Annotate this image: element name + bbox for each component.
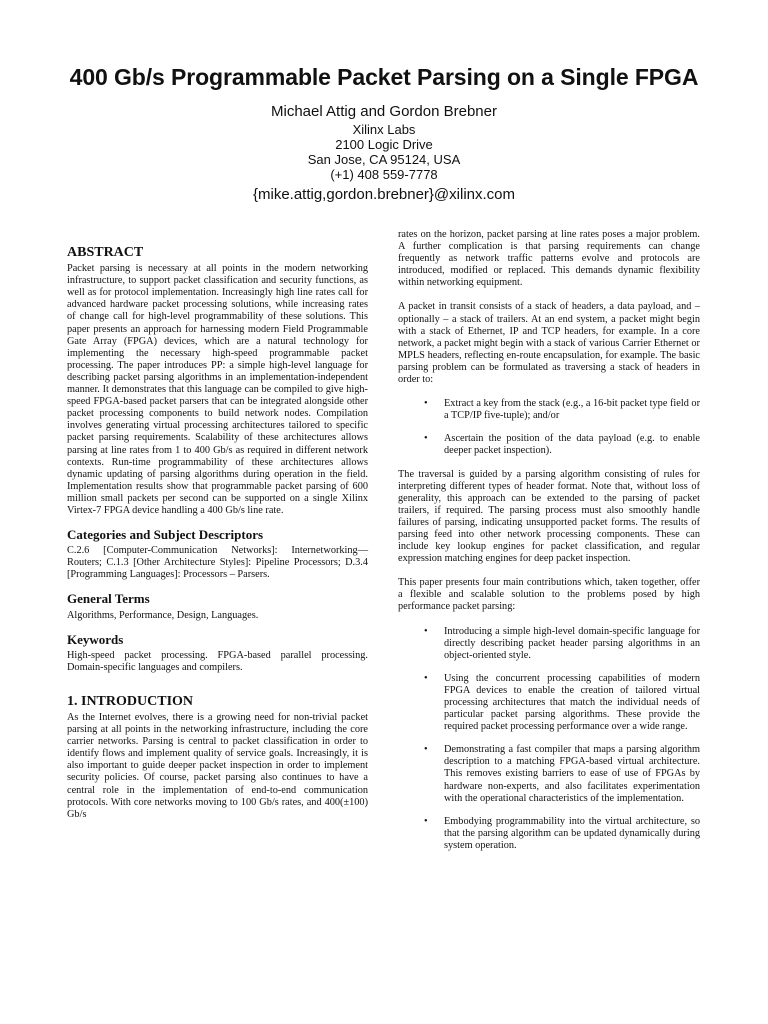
paper-title: 400 Gb/s Programmable Packet Parsing on a Single FPGA (69, 64, 699, 90)
author-email: {mike.attig,gordon.brebner}@xilinx.com (252, 186, 516, 203)
bullet-icon: • (424, 625, 428, 637)
intro-paragraph-2: A packet in transit consists of a stack of headers, a data payload, and – optionally – a stack of trailers. At an end system, a packet might begin with a stack of Ethernet, IP and TCP headers, for example. In a core network, a packet might begin with a stack of various Carrier Ethernet or MPLS headers, reflecting en-route encapsulation, for example. The basic parsing problem can be formulated as traversing a stack of headers in order to: (398, 301, 700, 386)
bullet-icon: • (424, 744, 428, 756)
author-names: Michael Attig and Gordon Brebner (271, 103, 497, 120)
contributions-list (398, 626, 700, 853)
categories-text: C.2.6 [Computer-Communication Networks]: Internetworking—Routers; C.1.3 [Other Architecture Styles]: Pipeline Processors; D.3.4 [Programming Languages]: Processors – Parsers. (67, 545, 368, 581)
bullet-icon: • (424, 398, 428, 410)
bullet-icon: • (424, 672, 428, 684)
keywords-heading: Keywords (67, 631, 124, 647)
introduction-heading: 1. INTRODUCTION (67, 693, 194, 709)
right-column (398, 229, 700, 863)
bullet-icon: • (424, 433, 428, 445)
left-column (67, 247, 368, 821)
list-item-text: Using the concurrent processing capabilities of modern FPGA devices to enable the creation of tailored virtual processing architectures that match the individual needs of particular packet parsing algorithms. These provide the required packet processing performance over a wide range. (444, 672, 700, 733)
abstract-text: Packet parsing is necessary at all points in the modern networking infrastructure, to support packet classification and security functions, as well as for protocol implementation. Increasingly high line rates call for advanced hardware packet processing solutions, while increasing rates of change call for high-level programmability of these solutions. This paper presents an approach for harnessing modern Field Programmable Gate Array (FPGA) devices, which are a natural technology for implementing the necessary high-speed programmable packet processing. The paper introduces PP: a simple high-level language for describing packet parsing algorithms in an implementation-independent manner. It demonstrates that this language can be compiled to give high-speed FPGA-based packet parsers that can be integrated alongside other packet processing components to build network nodes. Compilation involves generating virtual processing architectures tailored to specific packet parsing requirements. Scalability of these architectures allows parsing at line rates from 1 to 400 Gb/s as required in different network contexts. Run-time programmability of these architectures allows dynamic updating of parsing algorithms during operation in the field. Implementation results show that programmable packet parsing of 600 million small packets per second can be supported on a single Xilinx Virtex-7 FPGA device handling a 400 Gb/s line rate. (67, 263, 368, 516)
list-item-text: Demonstrating a fast compiler that maps a parsing algorithm description to a matching FPGA-based virtual architecture. This removes existing barriers to ease of use of FPGAs by hardware non-experts, and also facilitates experimentation with the operational characteristics of the implementation. (444, 744, 700, 804)
intro-paragraph-4: This paper presents four main contributions which, taken together, offer a flexible and scalable solution to the problems posed by high performance packet parsing: (398, 577, 700, 613)
list-item-text: Embodying programmability into the virtual architecture, so that the parsing algorithm can be updated dynamically during system operation. (444, 815, 700, 851)
list-item (398, 744, 700, 804)
intro-paragraph-3: The traversal is guided by a parsing algorithm consisting of rules for interpreting different types of header format. Note that, without loss of generality, this approach can be extended to the parsing of packet trailers, if required. The parsing process must also smoothly handle failures of parsing, indicating unsupported packet forms. The results of parsing feed into other network processing components. These can include key lookup engines for packet classification, and regular expression matching engines for deep packet inspection. (398, 468, 700, 565)
author-affiliation: Xilinx Labs (352, 122, 416, 137)
general-terms-text: Algorithms, Performance, Design, Languages. (67, 609, 259, 621)
abstract-heading: ABSTRACT (67, 245, 144, 260)
intro-paragraph-1: rates on the horizon, packet parsing at line rates poses a major problem. A further complication is that parsing requirements can change frequently as network traffic patterns evolve and protocols are introduced, modified or replaced. This demands dynamic flexibility within networking equipment. (398, 229, 700, 289)
list-item-text: Introducing a simple high-level domain-specific language for directly describing packet header parsing algorithms in an object-oriented style. (444, 625, 700, 661)
general-terms-heading: General Terms (67, 591, 150, 607)
list-item (398, 433, 700, 457)
list-item (398, 626, 700, 662)
introduction-text: As the Internet evolves, there is a growing need for non-trivial packet parsing at all points in the networking infrastructure, including the core carrier networks. Parsing is central to packet classification in order to identify flows and implement quality of service goals. Increasingly, it is also important to guide deeper packet inspection in order to implement security policies. Of course, packet parsing also continues to have a central role in the implementation of end-to-end communication protocols. With core networks moving to 100 Gb/s rates, and 400(±100) Gb/s (67, 712, 368, 820)
list-item (398, 816, 700, 852)
list-item-text: Ascertain the position of the data payload (e.g. to enable deeper packet inspection). (444, 433, 700, 457)
categories-heading: Categories and Subject Descriptors (67, 527, 264, 543)
author-phone: (+1) 408 559-7778 (330, 167, 438, 182)
list-item (398, 673, 700, 733)
keywords-text: High-speed packet processing. FPGA-based parallel processing. Domain-specific languages and compilers. (67, 649, 368, 673)
author-address-line-2: San Jose, CA 95124, USA (307, 152, 461, 167)
bullet-icon: • (424, 815, 428, 827)
parsing-goals-list (398, 398, 700, 457)
list-item-text: Extract a key from the stack (e.g., a 16-bit packet type field or a TCP/IP five-tuple); and/or (444, 398, 700, 422)
list-item (398, 398, 700, 422)
author-address-line-1: 2100 Logic Drive (335, 137, 433, 152)
